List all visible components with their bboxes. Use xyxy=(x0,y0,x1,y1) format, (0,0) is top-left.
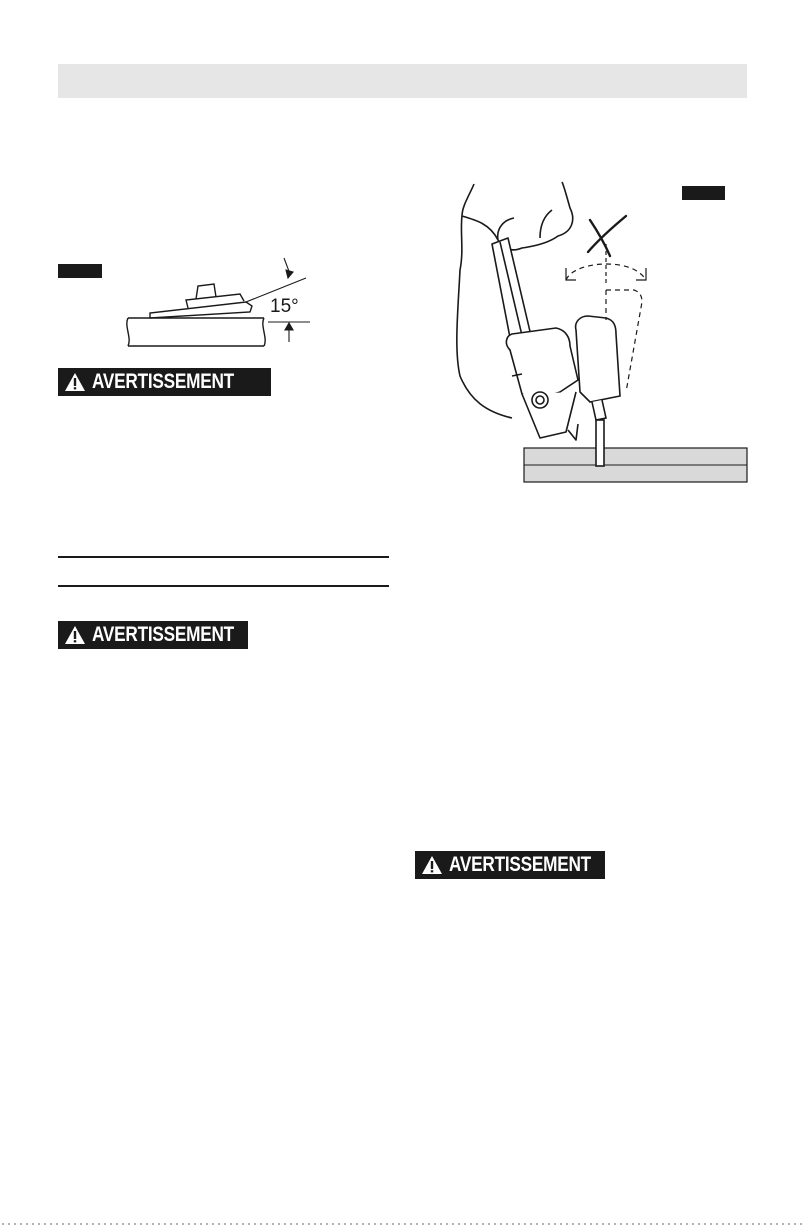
warning-label-1 xyxy=(58,368,271,396)
angle-diagram xyxy=(100,250,320,360)
workpiece-slab xyxy=(127,318,265,346)
page-edge-dots xyxy=(0,1222,806,1226)
figure-tag-left xyxy=(58,264,102,278)
angle-label: 15° xyxy=(270,296,299,317)
warning-label-3 xyxy=(415,851,605,879)
warning-triangle-icon xyxy=(64,372,86,392)
warning-label-text: AVERTISSEMENT xyxy=(92,370,234,393)
nailer-magazine xyxy=(576,316,620,466)
section-header-bar xyxy=(58,64,747,98)
tilted-tool-base xyxy=(150,284,252,318)
section-rule-bottom xyxy=(58,585,389,587)
workpiece-board xyxy=(524,448,747,482)
warning-label-text: AVERTISSEMENT xyxy=(92,623,234,646)
nailer-illustration xyxy=(440,180,750,490)
x-mark-icon xyxy=(588,216,626,256)
section-rule-top xyxy=(58,556,389,558)
warning-label-2 xyxy=(58,621,248,649)
warning-triangle-icon xyxy=(64,625,86,645)
warning-triangle-icon xyxy=(421,855,443,875)
warning-label-text: AVERTISSEMENT xyxy=(449,853,591,876)
